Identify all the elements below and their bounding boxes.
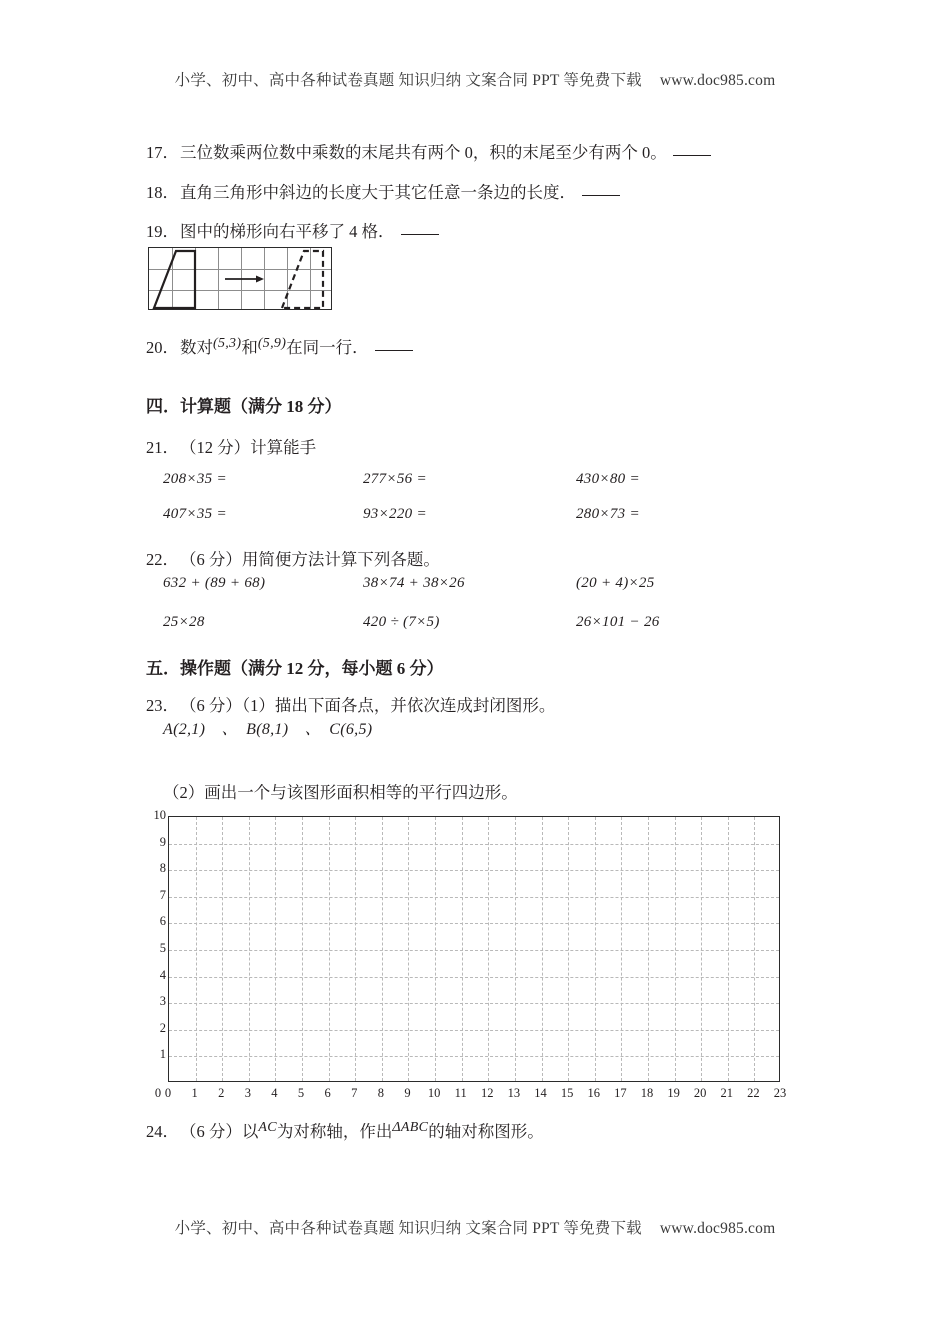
answer-blank-18[interactable] — [582, 194, 620, 196]
gridline-vertical — [542, 817, 543, 1081]
answer-blank-19[interactable] — [401, 233, 439, 235]
coordinate-grid-chart[interactable] — [153, 808, 787, 1100]
x-axis-tick-label: 17 — [614, 1086, 627, 1100]
x-axis-tick-label: 14 — [534, 1086, 547, 1100]
question-19 — [146, 220, 439, 245]
watermark-header-text: 小学、初中、高中各种试卷真题 知识归纳 文案合同 PPT 等免费下载 — [174, 72, 642, 89]
x-axis-tick-label: 15 — [560, 1086, 574, 1100]
y-axis-tick-label: 7 — [159, 887, 166, 902]
y-axis-tick-label: 8 — [159, 861, 166, 876]
gridline-vertical — [462, 817, 463, 1081]
gridline-horizontal — [169, 923, 779, 924]
gridline-horizontal — [169, 950, 779, 951]
gridline-vertical — [222, 817, 223, 1081]
y-axis-tick-label: 1 — [159, 1047, 166, 1062]
gridline-vertical — [568, 817, 569, 1081]
question-20-suffix: 在同一行． — [286, 338, 369, 357]
calc21-r2c3: 280×73 = — [576, 506, 640, 522]
y-axis-tick-label: 10 — [153, 808, 166, 822]
gridline-vertical — [621, 817, 622, 1081]
x-axis-tick-label: 1 — [191, 1086, 198, 1100]
question-24-prefix: （6 分）以 — [180, 1122, 259, 1141]
calc21-r1c3: 430×80 = — [576, 471, 640, 487]
gridline-vertical — [355, 817, 356, 1081]
question-20-number: 20． — [146, 338, 179, 357]
x-axis-tick-label: 11 — [454, 1086, 467, 1100]
question-17-text: 三位数乘两位数中乘数的末尾共有两个 0，积的末尾至少有两个 0。 — [180, 143, 667, 162]
dashed-trapezoid — [282, 251, 323, 308]
question-21-number: 21． — [146, 438, 179, 457]
watermark-footer-text: 小学、初中、高中各种试卷真题 知识归纳 文案合同 PPT 等免费下载 — [174, 1220, 642, 1237]
question-24-suffix: 的轴对称图形。 — [428, 1122, 544, 1141]
gridline-horizontal — [169, 1030, 779, 1031]
calc21-r1c1: 208×35 = — [163, 471, 227, 487]
gridline-vertical — [488, 817, 489, 1081]
gridline-horizontal — [169, 897, 779, 898]
coordinate-plot-area[interactable] — [168, 816, 780, 1082]
solid-trapezoid — [154, 251, 195, 308]
x-axis-tick-label: 12 — [481, 1086, 494, 1100]
trapezoid-shapes — [149, 248, 333, 311]
y-axis-tick-label: 6 — [159, 914, 166, 929]
gridline-horizontal — [169, 1056, 779, 1057]
question-24 — [146, 1117, 544, 1145]
watermark-header-url: www.doc985.com — [659, 72, 776, 89]
calc21-r1c2: 277×56 = — [363, 471, 427, 487]
question-19-number: 19． — [146, 222, 179, 241]
question-20-prefix: 数对 — [180, 338, 213, 357]
axis-origin-label: 0 — [154, 1086, 162, 1100]
calc22-r1c3: (20 + 4)×25 — [576, 575, 655, 591]
section-heading-four: 四．计算题（满分 18 分） — [146, 397, 342, 416]
translation-arrow — [225, 276, 264, 283]
gridline-vertical — [302, 817, 303, 1081]
x-axis-tick-label: 16 — [587, 1086, 600, 1100]
question-24-number: 24． — [146, 1122, 179, 1141]
x-axis-tick-label: 6 — [324, 1086, 331, 1100]
question-17-number: 17． — [146, 143, 179, 162]
gridline-vertical — [275, 817, 276, 1081]
triangle-label: ΔABC — [392, 1120, 429, 1135]
section-heading-five: 五．操作题（满分 12 分，每小题 6 分） — [146, 659, 444, 678]
question-21 — [146, 436, 316, 461]
question-23-points: A(2,1) 、 B(8,1) 、 C(6,5) — [163, 721, 373, 738]
question-23-number: 23． — [146, 696, 179, 715]
gridline-horizontal — [169, 1003, 779, 1004]
watermark-header — [0, 68, 950, 90]
question-18-text: 直角三角形中斜边的长度大于其它任意一条边的长度． — [180, 183, 576, 202]
x-axis-tick-label: 10 — [427, 1086, 441, 1100]
gridline-horizontal — [169, 977, 779, 978]
symmetry-axis-label: AC — [258, 1120, 277, 1135]
gridline-vertical — [329, 817, 330, 1081]
question-21-text: （12 分）计算能手 — [180, 438, 317, 457]
gridline-vertical — [595, 817, 596, 1081]
question-22-number: 22． — [146, 550, 179, 569]
y-axis-tick-label: 2 — [159, 1020, 166, 1035]
gridline-vertical — [196, 817, 197, 1081]
question-23 — [146, 694, 555, 719]
watermark-footer — [0, 1216, 950, 1238]
y-axis-tick-label: 5 — [159, 941, 166, 955]
question-22 — [146, 548, 440, 573]
x-axis-tick-label: 8 — [377, 1086, 384, 1100]
x-axis-tick-label: 3 — [244, 1086, 251, 1100]
calc22-r2c1: 25×28 — [163, 614, 205, 630]
y-axis-tick-label: 3 — [159, 994, 166, 1009]
calc22-r1c1: 632 + (89 + 68) — [163, 575, 266, 591]
trapezoid-translation-figure — [148, 247, 332, 310]
gridline-horizontal — [169, 844, 779, 845]
calc21-r2c2: 93×220 = — [363, 506, 427, 522]
x-axis-tick-label: 2 — [218, 1086, 225, 1100]
question-19-text: 图中的梯形向右平移了 4 格． — [180, 222, 395, 241]
question-20 — [146, 333, 413, 361]
y-axis-tick-label: 9 — [159, 834, 166, 849]
question-17 — [146, 141, 711, 166]
x-axis-tick-label: 5 — [297, 1086, 305, 1100]
y-axis-tick-label: 4 — [159, 967, 166, 982]
gridline-vertical — [515, 817, 516, 1081]
x-axis-tick-label: 0 — [164, 1086, 172, 1100]
question-23-part2: （2）画出一个与该图形面积相等的平行四边形。 — [163, 783, 518, 802]
calc22-r1c2: 38×74 + 38×26 — [363, 575, 465, 591]
question-22-text: （6 分）用简便方法计算下列各题。 — [180, 550, 440, 569]
x-axis-tick-label: 4 — [271, 1086, 278, 1100]
number-pair-1: (5,3) — [213, 336, 242, 351]
calc22-r2c3: 26×101 − 26 — [576, 614, 660, 630]
calc22-r2c2: 420 ÷ (7×5) — [363, 614, 440, 630]
answer-blank-20[interactable] — [375, 349, 413, 351]
number-pair-2: (5,9) — [257, 336, 287, 351]
x-axis-tick-label: 7 — [351, 1086, 358, 1100]
x-axis-tick-label: 9 — [404, 1086, 411, 1100]
calc21-r2c1: 407×35 = — [163, 506, 227, 522]
gridline-horizontal — [169, 870, 779, 871]
question-20-mid: 和 — [241, 338, 258, 357]
question-18-number: 18． — [146, 183, 179, 202]
gridline-vertical — [701, 817, 702, 1081]
question-18 — [146, 181, 620, 206]
question-24-mid: 为对称轴，作出 — [276, 1122, 393, 1141]
gridline-vertical — [754, 817, 755, 1081]
answer-blank-17[interactable] — [673, 154, 711, 156]
gridline-vertical — [408, 817, 409, 1081]
x-axis-tick-label: 19 — [667, 1086, 680, 1100]
question-23-text: （6 分）（1）描出下面各点，并依次连成封闭图形。 — [180, 696, 556, 715]
x-axis-tick-label: 21 — [720, 1086, 734, 1100]
gridline-vertical — [728, 817, 729, 1081]
x-axis-tick-label: 20 — [693, 1086, 707, 1100]
x-axis-tick-label: 18 — [640, 1086, 654, 1100]
gridline-vertical — [648, 817, 649, 1081]
mini-grid — [148, 247, 332, 310]
gridline-vertical — [382, 817, 383, 1081]
watermark-footer-url: www.doc985.com — [659, 1220, 776, 1237]
x-axis-tick-label: 23 — [773, 1086, 787, 1100]
x-axis-tick-label: 22 — [747, 1086, 760, 1100]
gridline-vertical — [249, 817, 250, 1081]
gridline-vertical — [675, 817, 676, 1081]
gridline-vertical — [435, 817, 436, 1081]
x-axis-tick-label: 13 — [507, 1086, 521, 1100]
